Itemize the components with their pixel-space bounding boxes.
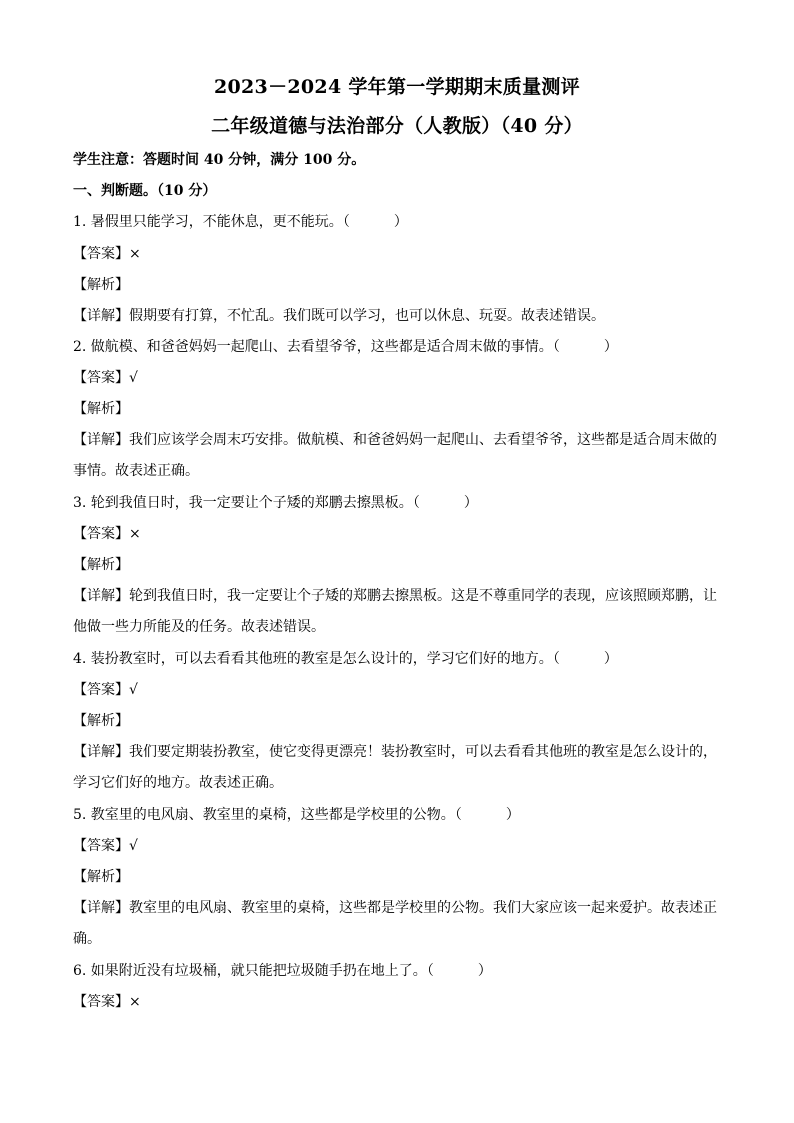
analysis-label: 【解析】 — [73, 401, 129, 417]
question-text: 5. 教室里的电风扇、教室里的桌椅，这些都是学校里的公物。 — [73, 807, 455, 823]
document-title: 2023－2024 学年第一学期期末质量测评 — [214, 76, 580, 98]
answer-line — [73, 993, 141, 1011]
detail-line: 【详解】教室里的电风扇、教室里的桌椅，这些都是学校里的公物。我们大家应该一起来爱护。故表述正 — [73, 900, 717, 916]
detail-continuation: 事情。故表述正确。 — [73, 463, 199, 479]
answer-label: 【答案】 — [73, 682, 129, 698]
section-heading: 一、判断题。（10 分） — [73, 183, 217, 199]
detail-label: 【详解】 — [73, 588, 129, 604]
answer-value: √ — [129, 370, 138, 386]
question-stem: 2. 做航模、和爸爸妈妈一起爬山、去看望爷爷，这些都是适合周末做的事情。（ ） — [73, 339, 618, 355]
detail-continuation: 学习它们好的地方。故表述正确。 — [73, 775, 283, 791]
detail-continuation: 确。 — [73, 931, 101, 947]
document-subtitle: 二年级道德与法治部分（人教版）（40 分） — [211, 115, 583, 137]
answer-value: × — [129, 246, 141, 262]
answer-label: 【答案】 — [73, 370, 129, 386]
answer-value: √ — [129, 838, 138, 854]
answer-line — [73, 525, 141, 543]
detail-line: 【详解】我们应该学会周末巧安排。做航模、和爸爸妈妈一起爬山、去看望爷爷，这些都是适合周末做的 — [73, 432, 717, 448]
question-text: 6. 如果附近没有垃圾桶，就只能把垃圾随手扔在地上了。 — [73, 963, 427, 979]
student-notice: 学生注意：答题时间 40 分钟，满分 100 分。 — [73, 152, 366, 168]
answer-value: × — [129, 994, 141, 1010]
question-stem: 4. 装扮教室时，可以去看看其他班的教室是怎么设计的，学习它们好的地方。（ ） — [73, 651, 618, 667]
question-text: 4. 装扮教室时，可以去看看其他班的教室是怎么设计的，学习它们好的地方。 — [73, 651, 553, 667]
answer-line — [73, 245, 141, 263]
analysis-label: 【解析】 — [73, 713, 129, 729]
question-stem: 3. 轮到我值日时，我一定要让个子矮的郑鹏去擦黑板。（ ） — [73, 495, 478, 511]
question-stem: 6. 如果附近没有垃圾桶，就只能把垃圾随手扔在地上了。（ ） — [73, 963, 492, 979]
detail-line: 【详解】轮到我值日时，我一定要让个子矮的郑鹏去擦黑板。这是不尊重同学的表现，应该照顾郑鹏，让 — [73, 588, 717, 604]
answer-value: × — [129, 526, 141, 542]
question-stem: 5. 教室里的电风扇、教室里的桌椅，这些都是学校里的公物。（ ） — [73, 807, 520, 823]
analysis-label: 【解析】 — [73, 869, 129, 885]
detail-label: 【详解】 — [73, 900, 129, 916]
answer-line — [73, 681, 138, 699]
question-text: 3. 轮到我值日时，我一定要让个子矮的郑鹏去擦黑板。 — [73, 495, 413, 511]
question-stem: 1. 暑假里只能学习，不能休息，更不能玩。（ ） — [73, 214, 408, 230]
question-text: 2. 做航模、和爸爸妈妈一起爬山、去看望爷爷，这些都是适合周末做的事情。 — [73, 339, 553, 355]
detail-label: 【详解】 — [73, 432, 129, 448]
answer-line — [73, 837, 138, 855]
answer-line — [73, 369, 138, 387]
answer-label: 【答案】 — [73, 838, 129, 854]
detail-label: 【详解】 — [73, 308, 129, 324]
detail-label: 【详解】 — [73, 744, 129, 760]
detail-line: 【详解】假期要有打算，不忙乱。我们既可以学习，也可以休息、玩耍。故表述错误。 — [73, 308, 605, 324]
answer-value: √ — [129, 682, 138, 698]
analysis-label: 【解析】 — [73, 557, 129, 573]
analysis-label: 【解析】 — [73, 277, 129, 293]
question-text: 1. 暑假里只能学习，不能休息，更不能玩。 — [73, 214, 343, 230]
answer-label: 【答案】 — [73, 994, 129, 1010]
detail-continuation: 他做一些力所能及的任务。故表述错误。 — [73, 619, 325, 635]
answer-label: 【答案】 — [73, 526, 129, 542]
answer-label: 【答案】 — [73, 246, 129, 262]
detail-line: 【详解】我们要定期装扮教室，使它变得更漂亮！装扮教室时，可以去看看其他班的教室是怎么设计的， — [73, 744, 717, 760]
